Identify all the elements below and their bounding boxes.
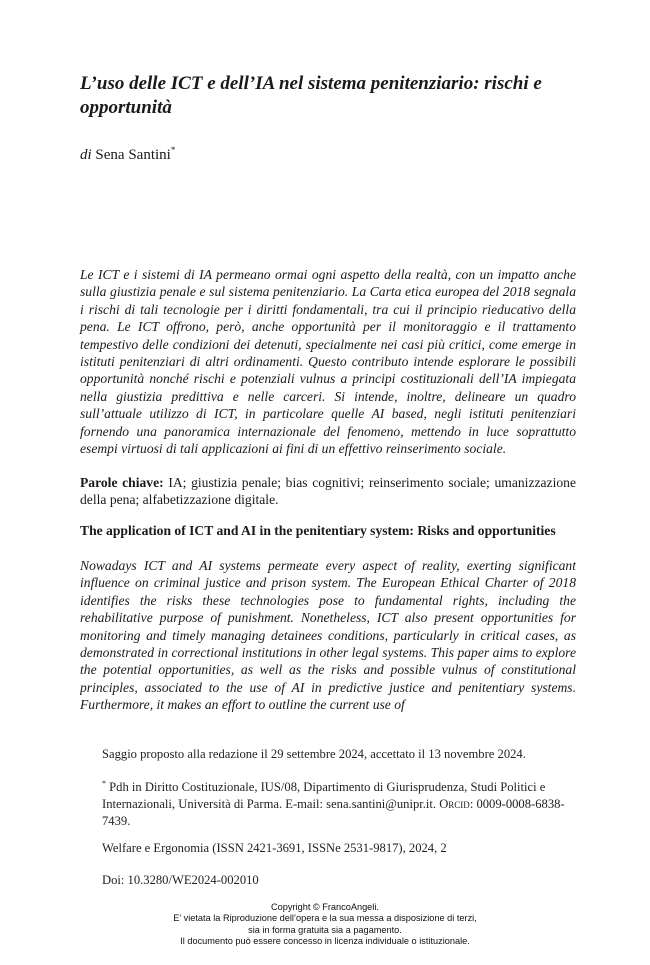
footnote-mark: * bbox=[102, 778, 106, 788]
footnote-text: Pdh in Diritto Costituzionale, IUS/08, Dipartimento di Giurisprudenza, Studi Politici e Internazionali, Università di Parma. E-mail: sena.santini@unipr.it. bbox=[102, 780, 546, 811]
author-name: Sena Santini bbox=[95, 147, 171, 163]
orcid-label: Orcid bbox=[439, 797, 470, 811]
copyright-notice bbox=[100, 902, 550, 948]
abstract-italian: Le ICT e i sistemi di IA permeano ormai ogni aspetto della realtà, con un impatto anche sulla giustizia penale e sul sistema penitenziario. La Carta etica europea del 2018 segnala i rischi di tali tecnologie per i diritti fondamentali, tra cui il principio rieducativo della pena. Le ICT offrono, però, anche opportunità per il monitoraggio e il trattamento tempestivo delle condizioni dei detenuti, specialmente nei casi più critici, come emerge in istituti penitenziari di altri ordinamenti. Questo contributo intende esplorare le possibili opportunità nonché rischi e potenziali vulnus a principi costituzionali dell’IA impiegata nella giustizia predittiva e nelle carceri. Si intende, inoltre, delineare un quadro sull’attuale utilizzo di ICT, in particolare quelle AI based, negli istituti penitenziari fornendo una panoramica internazionale del fenomeno, mettendo in luce soprattutto esempi virtuosi di tali applicazioni ai fini di un effettivo reinserimento sociale. bbox=[80, 267, 576, 457]
author-line bbox=[80, 145, 175, 165]
english-title: The application of ICT and AI in the penitentiary system: Risks and opportunities bbox=[80, 523, 556, 538]
doi: Doi: 10.3280/WE2024-002010 bbox=[102, 873, 259, 887]
author-prefix: di bbox=[80, 147, 92, 163]
abstract-english: Nowadays ICT and AI systems permeate every aspect of reality, exerting significant influence on criminal justice and prison system. The European Ethical Charter of 2018 identifies the risks these technologies pose to fundamental rights, including the rehabilitative purpose of punishment. Nonetheless, ICT also present opportunities for monitoring and timely managing detainees conditions, particularly in critical cases, as demonstrated in correctional institutions in other legal systems. This paper aims to explore the potential opportunities, as well as the risks and possible vulnus of constitutional principles, associated to the use of AI in predictive justice and penitentiary systems. Furthermore, it makes an effort to outline the current use of bbox=[80, 558, 576, 713]
orcid-value: : 0009-0008-6838-7439. bbox=[102, 797, 565, 828]
copyright-line-2: E’ vietata la Riproduzione dell’opera e la sua messa a disposizione di terzi, bbox=[173, 913, 477, 924]
article-title: L’uso delle ICT e dell’IA nel sistema penitenziario: rischi e opportunità bbox=[80, 73, 542, 118]
copyright-line-3: sia in forma gratuita sia a pagamento. bbox=[248, 924, 402, 935]
author-footnote-mark: * bbox=[170, 145, 176, 155]
copyright-line-1: Copyright © FrancoAngeli. bbox=[271, 902, 379, 912]
keywords-label: Parole chiave: bbox=[80, 475, 164, 490]
keywords bbox=[80, 474, 576, 509]
author-footnote bbox=[80, 779, 576, 830]
journal-info: Welfare e Ergonomia (ISSN 2421-3691, ISSNe 2531-9817), 2024, 2 bbox=[102, 841, 447, 855]
copyright-line-4: Il documento può essere concesso in licenza individuale o istituzionale. bbox=[180, 936, 470, 947]
keywords-text: IA; giustizia penale; bias cognitivi; reinserimento sociale; umanizzazione della pena; alfabetizzazione digitale. bbox=[80, 475, 576, 508]
submission-note: Saggio proposto alla redazione il 29 settembre 2024, accettato il 13 novembre 2024. bbox=[102, 747, 526, 761]
